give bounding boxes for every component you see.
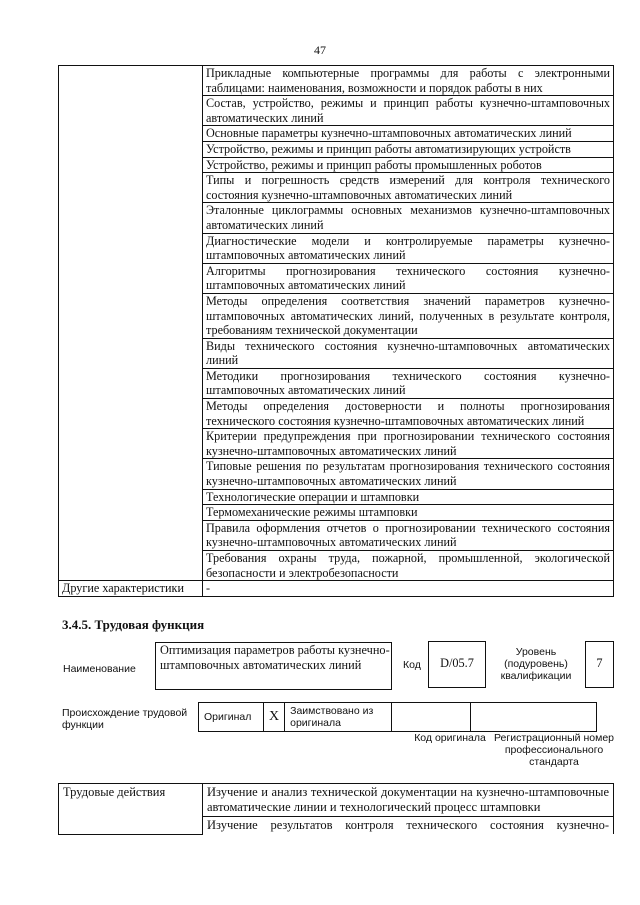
knowledge-item: Эталонные циклограммы основных механизмов кузнечно-штамповочных автоматических линий bbox=[203, 203, 614, 233]
original-label: Оригинал bbox=[199, 703, 264, 732]
reg-number-cell bbox=[471, 703, 597, 732]
knowledge-item: Состав, устройство, режимы и принцип работы кузнечно-штамповочных автоматических линий bbox=[203, 96, 614, 126]
knowledge-item: Критерии предупреждения при прогнозировании технического состояния кузнечно-штамповочных автоматических линий bbox=[203, 429, 614, 459]
code-original-caption: Код оригинала bbox=[414, 732, 486, 744]
table-row bbox=[59, 66, 614, 96]
origin-table bbox=[198, 702, 597, 732]
labor-actions-table bbox=[58, 783, 614, 835]
labor-action-item: Изучение и анализ технической документации на кузнечно-штамповочные автоматические линии и технологический процесс штамповки bbox=[203, 784, 614, 817]
table-row bbox=[59, 581, 614, 597]
knowledge-item: Типовые решения по результатам прогнозирования технического состояния кузнечно-штамповочных автоматических линий bbox=[203, 459, 614, 489]
origin-label: Происхождение трудовой функции bbox=[62, 707, 188, 731]
knowledge-item: Требования охраны труда, пожарной, промышленной, экологической безопасности и электробезопасности bbox=[203, 551, 614, 581]
knowledge-item: Типы и погрешность средств измерений для контроля технического состояния кузнечно-штамповочных автоматических линий bbox=[203, 173, 614, 203]
level-value: 7 bbox=[596, 656, 603, 670]
name-label: Наименование bbox=[63, 663, 136, 675]
code-original-cell bbox=[392, 703, 471, 732]
knowledge-item: Технологические операции и штамповки bbox=[203, 489, 614, 505]
labor-actions-label: Трудовые действия bbox=[59, 784, 203, 835]
other-characteristics-label: Другие характеристики bbox=[59, 581, 203, 597]
labor-function-heading: 3.4.5. Трудовая функция bbox=[62, 617, 205, 632]
knowledge-item: Термомеханические режимы штамповки bbox=[203, 505, 614, 521]
knowledge-item: Виды технического состояния кузнечно-штамповочных автоматических линий bbox=[203, 338, 614, 368]
table-row bbox=[59, 784, 614, 817]
knowledge-item: Устройство, режимы и принцип работы промышленных роботов bbox=[203, 157, 614, 173]
knowledge-item: Методики прогнозирования технического состояния кузнечно-штамповочных автоматических линий bbox=[203, 368, 614, 398]
name-value: Оптимизация параметров работы кузнечно-штамповочных автоматических линий bbox=[160, 643, 390, 672]
knowledge-item: Прикладные компьютерные программы для работы с электронными таблицами: наименования, возможности и порядок работы в них bbox=[203, 66, 614, 96]
knowledge-item: Устройство, режимы и принцип работы автоматизирующих устройств bbox=[203, 141, 614, 157]
table-row bbox=[199, 703, 597, 732]
code-value: D/05.7 bbox=[440, 656, 474, 670]
code-label: Код bbox=[403, 659, 421, 671]
borrowed-label: Заимствовано из оригинала bbox=[285, 703, 392, 732]
reg-number-caption: Регистрационный номер профессионального стандарта bbox=[494, 732, 614, 768]
level-label: Уровень (подуровень) квалификации bbox=[500, 646, 572, 682]
page-number: 47 bbox=[314, 43, 326, 57]
knowledge-label-cell bbox=[59, 66, 203, 581]
original-mark: X bbox=[264, 703, 285, 732]
knowledge-item: Диагностические модели и контролируемые параметры кузнечно-штамповочных автоматических линий bbox=[203, 233, 614, 263]
other-characteristics-value: - bbox=[203, 581, 614, 597]
labor-action-item: Изучение результатов контроля технического состояния кузнечно- bbox=[203, 817, 614, 835]
knowledge-item: Основные параметры кузнечно-штамповочных автоматических линий bbox=[203, 126, 614, 142]
knowledge-item: Правила оформления отчетов о прогнозировании технического состояния кузнечно-штамповочных автоматических линий bbox=[203, 520, 614, 550]
knowledge-table bbox=[58, 65, 614, 597]
knowledge-item: Методы определения соответствия значений параметров кузнечно-штамповочных автоматических линий, полученных в результате контроля, требованиям технической документации bbox=[203, 293, 614, 338]
knowledge-item: Методы определения достоверности и полноты прогнозирования технического состояния кузнечно-штамповочных автоматических линий bbox=[203, 399, 614, 429]
knowledge-item: Алгоритмы прогнозирования технического состояния кузнечно-штамповочных автоматических линий bbox=[203, 263, 614, 293]
